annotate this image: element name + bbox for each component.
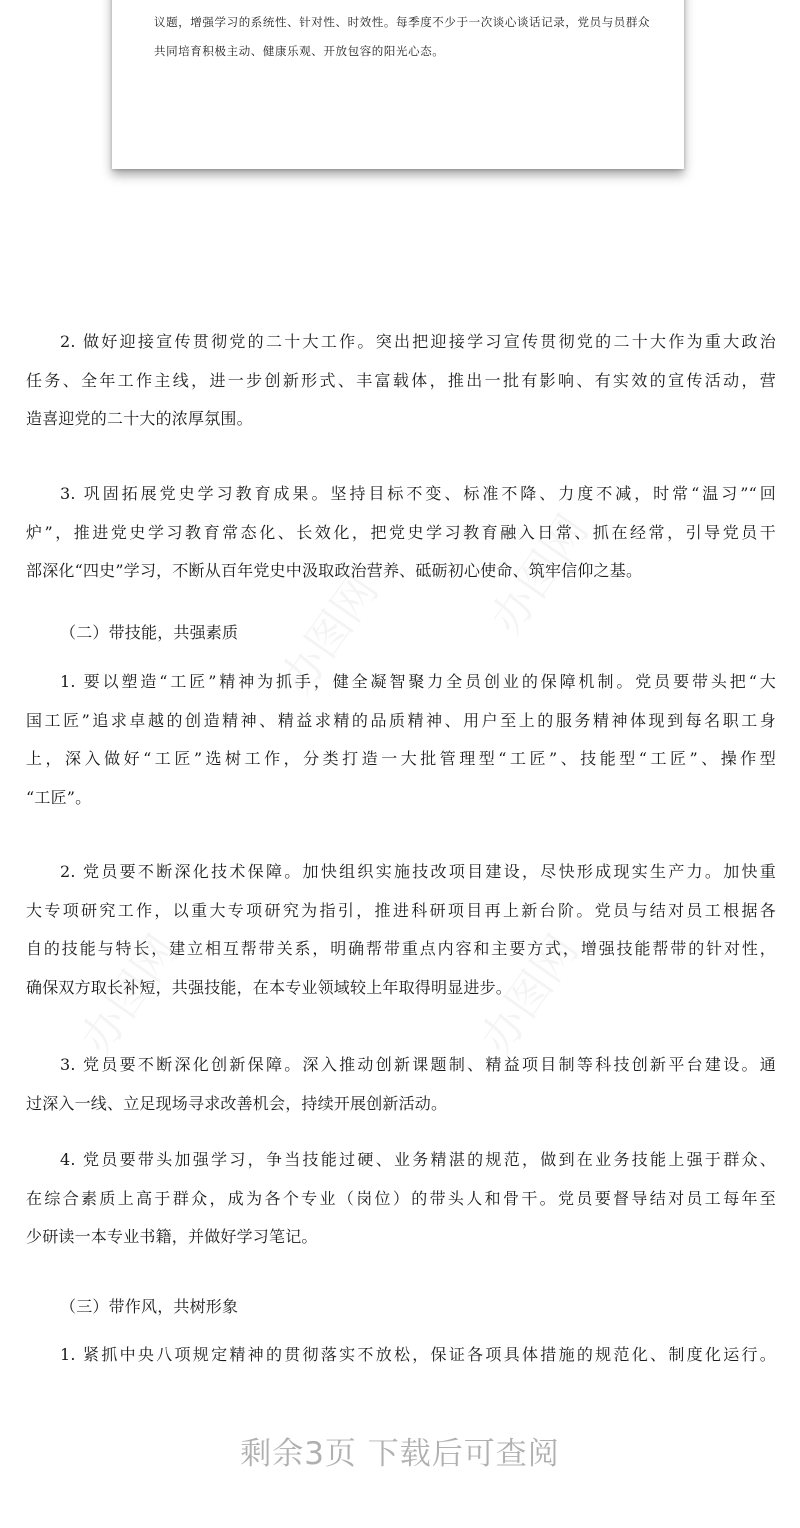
text-line: 自的技能与特长，建立相互帮带关系，明确帮带重点内容和主要方式，增强技能帮带的针对性，: [26, 939, 776, 958]
remaining-pages-notice[interactable]: 剩余3页 下载后可查阅: [240, 1436, 560, 1472]
text-line: 3. 巩固拓展党史学习教育成果。坚持目标不变、标准不降、力度不减，时常“温习”“回: [60, 484, 776, 503]
text-line: 4. 党员要带头加强学习，争当技能过硬、业务精湛的规范，做到在业务技能上强于群众、: [60, 1150, 776, 1169]
text-line: 炉”，推进党史学习教育常态化、长效化，把党史学习教育融入日常、抓在经常，引导党员干: [26, 522, 776, 542]
text-line: 确保双方取长补短，共强技能，在本专业领域较上年取得明显进步。: [26, 977, 513, 997]
paragraph: [60, 1046, 776, 1085]
paragraph: [26, 892, 776, 1008]
card-text-line: 共同培育积极主动、健康乐观、开放包容的阳光心态。: [154, 44, 445, 58]
paragraph: [60, 853, 776, 892]
text-line: 部深化“四史”学习，不断从百年党史中汲取政治营养、砥砺初心使命、筑牢信仰之基。: [26, 561, 643, 580]
previous-page-card: [112, 0, 684, 169]
section-heading: [60, 614, 238, 653]
paragraph: [60, 663, 776, 702]
text-line: 少研读一本专业书籍，并做好学习笔记。: [26, 1227, 318, 1246]
paragraph: [26, 1085, 776, 1124]
text-line: 2. 做好迎接宣传贯彻党的二十大工作。突出把迎接学习宣传贯彻党的二十大作为重大政治: [60, 332, 776, 351]
paragraph: [26, 702, 776, 818]
text-line: 大专项研究工作，以重大专项研究为指引，推进科研项目再上新台阶。党员与结对员工根据各: [26, 900, 776, 920]
paragraph: [26, 514, 776, 591]
text-line: “工匠”。: [26, 787, 92, 807]
paragraph: [60, 1141, 776, 1180]
text-line: 国工匠”追求卓越的创造精神、精益求精的品质精神、用户至上的服务精神体现到每名职工身: [26, 710, 776, 730]
paragraph: [26, 1180, 776, 1257]
text-line: （三）带作风，共树形象: [60, 1297, 239, 1316]
paragraph: [60, 475, 776, 514]
text-line: 上，深入做好“工匠”选树工作，分类打造一大批管理型“工匠”、技能型“工匠”、操作型: [26, 749, 776, 768]
paragraph: [60, 1336, 776, 1375]
paragraph: [60, 323, 776, 362]
text-line: 2. 党员要不断深化技术保障。加快组织实施技改项目建设，尽快形成现实生产力。加快重: [60, 862, 776, 881]
card-text-line: 议题，增强学习的系统性、针对性、时效性。每季度不少于一次谈心谈话记录，党员与员群众: [154, 15, 651, 29]
section-heading: [60, 1288, 238, 1327]
text-line: 1. 紧抓中央八项规定精神的贯彻落实不放松，保证各项具体措施的规范化、制度化运行。: [60, 1345, 776, 1364]
text-line: 任务、全年工作主线，进一步创新形式、丰富载体，推出一批有影响、有实效的宣传活动，营: [26, 370, 776, 390]
text-line: 造喜迎党的二十大的浓厚氛围。: [26, 409, 253, 428]
text-line: 过深入一线、立足现场寻求改善机会，持续开展创新活动。: [26, 1093, 448, 1113]
text-line: 在综合素质上高于群众，成为各个专业（岗位）的带头人和骨干。党员要督导结对员工每年至: [26, 1188, 776, 1208]
text-line: 3. 党员要不断深化创新保障。深入推动创新课题制、精益项目制等科技创新平台建设。通: [60, 1055, 776, 1074]
paragraph: [26, 362, 776, 439]
text-line: （二）带技能，共强素质: [60, 623, 239, 642]
text-line: 1. 要以塑造“工匠”精神为抓手，健全凝智聚力全员创业的保障机制。党员要带头把“大: [60, 672, 776, 691]
